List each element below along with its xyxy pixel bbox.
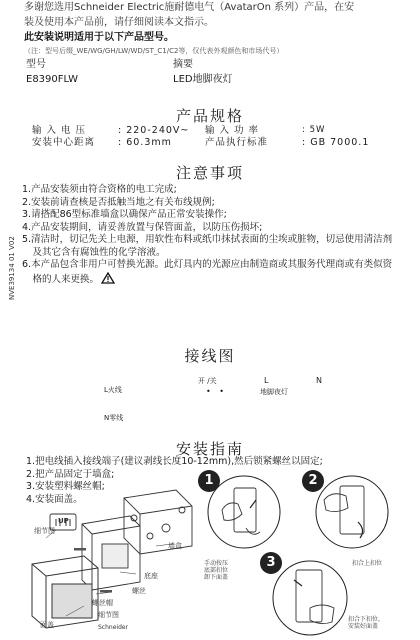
spec-std-value: : GB 7000.1 <box>302 137 370 148</box>
label-wall-box: 墙盒 <box>168 542 182 550</box>
spec-power-value: : 5W <box>302 125 326 135</box>
intro-note: （注：型号后缀_WE/WG/GH/LW/WD/ST_C1/C2等，仅代表外观颜色和市场代号） <box>24 47 284 55</box>
wiring-switch-label: 开 /关 <box>198 377 217 385</box>
note-item-4: 4.产品安装期间，请妥善放置与保管面盖，以防压伤损坏; <box>22 221 263 233</box>
note-item-6 <box>22 259 397 286</box>
cover-plate-shape <box>32 556 98 628</box>
base-plate-shape <box>82 516 140 590</box>
step-2-caption: 扣合上扣位 <box>352 560 383 567</box>
label-brand: Schneider <box>98 624 129 631</box>
step-3-caption: 扣合下扣位， 安装好面盖 <box>348 616 385 630</box>
step-3-number: 3 <box>266 555 276 570</box>
spec-hole-value: : 60.3mm <box>118 137 172 148</box>
step-1-badge <box>198 470 220 492</box>
wiring-lamp-label: 地脚夜灯 <box>260 388 288 396</box>
label-cover: 面盖 <box>40 621 54 629</box>
step-3-badge <box>260 552 282 574</box>
install-title: 安装指南 <box>175 440 244 458</box>
notes-list <box>22 184 397 286</box>
step-2-number: 2 <box>308 473 318 488</box>
side-document-code-text: NVE39134 01 V02 <box>8 236 16 300</box>
label-base: 底座 <box>144 572 158 580</box>
note-item-2: 2.安装前请查核是否抵触当地之有关布线规例; <box>22 196 215 208</box>
note-item-6-text: 6.本产品包含非用户可替换光源。此灯具内的光源应由制造商或其服务代理商或有类似资格的人来更换。 <box>22 259 393 285</box>
wiring-l-terminal: L <box>264 376 269 385</box>
label-screw-cap: 螺丝帽 <box>92 599 113 607</box>
intro-line-2: 装及使用本产品前，请仔细阅读本文指示。 <box>24 17 214 28</box>
note-item-3: 3.请搭配86型标准墙盒以确保产品正常安装操作; <box>22 209 227 220</box>
label-detail-top: 细节图 <box>34 527 55 535</box>
intro-line-3: 此安装说明适用于以下产品型号。 <box>24 32 174 43</box>
wiring-live-label: L火线 <box>104 386 122 394</box>
install-step-4: 4.安装面盖。 <box>26 493 83 505</box>
step-1-caption: 手动按压 底部扣位 卸下面盖 <box>204 560 229 581</box>
label-up: UP <box>58 517 69 525</box>
spec-hole-label: 安装中心距离 <box>32 137 96 148</box>
wiring-neutral-label: N零线 <box>104 414 124 422</box>
note-item-1: 1.产品安装须由符合资格的电工完成; <box>22 184 177 195</box>
model-label: 型号 <box>26 59 46 70</box>
side-document-code <box>8 200 22 310</box>
spec-voltage-label: 输 入 电 压 <box>32 125 87 136</box>
spec-voltage-value: : 220-240V~ <box>118 125 190 136</box>
install-step-1: 1.把电线插入接线端子(建议剥线长度10-12mm),然后锁紧螺丝以固定; <box>26 456 323 467</box>
step-1-number: 1 <box>204 473 214 488</box>
warning-triangle-icon <box>101 272 115 284</box>
summary-value: LED地脚夜灯 <box>173 74 233 85</box>
intro-block <box>24 0 404 57</box>
wiring-title: 接线图 <box>184 347 236 365</box>
intro-line-1: 多谢您选用Schneider Electric施耐德电气（AvatarOn 系列）产品，在安 <box>24 2 355 13</box>
wiring-n-terminal: N <box>316 376 322 385</box>
model-value: E8390FLW <box>26 74 79 85</box>
label-screw: 螺丝 <box>132 587 146 595</box>
note-item-5: 5.清洁时，切记先关上电源，用软性布料或纸巾抹拭表面的尘埃或脏物，切忌使用清洁剂及其它含有腐蚀性的化学溶液。 <box>22 234 393 258</box>
specs-title: 产品规格 <box>175 107 244 125</box>
install-step-3: 3.安装塑料螺丝帽; <box>26 481 105 492</box>
summary-label: 摘要 <box>173 59 193 70</box>
label-detail-bottom: 细节图 <box>98 611 119 619</box>
spec-power-label: 输 入 功 率 <box>205 125 260 136</box>
spec-std-label: 产品执行标准 <box>205 137 269 148</box>
step-2-badge <box>302 470 324 492</box>
notes-title: 注意事项 <box>175 164 244 182</box>
install-step-2: 2.把产品固定于墙盒; <box>26 468 115 480</box>
wiring-switch-dots: • • <box>206 387 227 396</box>
